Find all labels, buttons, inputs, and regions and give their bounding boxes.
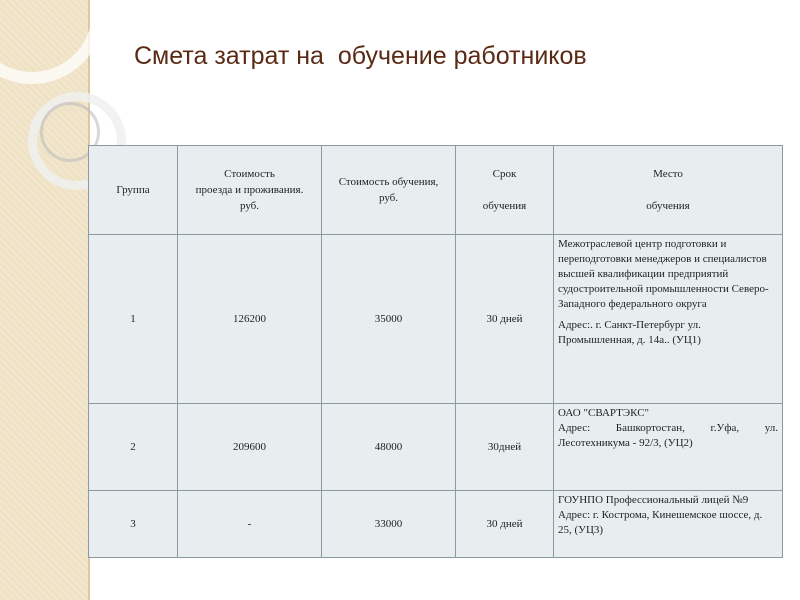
cell-training-cost: 35000 xyxy=(322,235,456,404)
place-address: Адрес: Башкортостан, г.Уфа, ул. Лесотехникума - 92/3, (УЦ2) xyxy=(558,422,778,449)
cell-travel-cost: - xyxy=(178,491,322,558)
cell-term: 30дней xyxy=(456,404,554,491)
table-row xyxy=(89,491,783,558)
cell-training-cost: 33000 xyxy=(322,491,456,558)
header-term: Срок обучения xyxy=(456,146,554,235)
cell-place xyxy=(554,404,783,491)
place-name: Межотраслевой центр подготовки и переподготовки менеджеров и специалистов высшей квалификации предприятий судостроительной промышленности Северо-Западного федерального округа xyxy=(558,238,769,310)
cell-travel-cost: 209600 xyxy=(178,404,322,491)
cell-place xyxy=(554,491,783,558)
place-address: Адрес:. г. Санкт-Петербург ул. Промышленная, д. 14а.. (УЦ1) xyxy=(558,319,701,346)
header-training-cost: Стоимость обучения, руб. xyxy=(322,146,456,235)
header-travel-cost: Стоимость проезда и проживания. руб. xyxy=(178,146,322,235)
header-group: Группа xyxy=(89,146,178,235)
cell-training-cost: 48000 xyxy=(322,404,456,491)
table-row xyxy=(89,404,783,491)
cell-term: 30 дней xyxy=(456,491,554,558)
cell-travel-cost: 126200 xyxy=(178,235,322,404)
place-name: ГОУНПО Профессиональный лицей №9 xyxy=(558,494,749,506)
cell-place xyxy=(554,235,783,404)
table-header-row xyxy=(89,146,783,235)
header-place: Место обучения xyxy=(554,146,783,235)
cell-group: 2 xyxy=(89,404,178,491)
cell-group: 3 xyxy=(89,491,178,558)
cost-table xyxy=(88,145,783,558)
decorative-side-strip xyxy=(0,0,88,600)
slide-title: Смета затрат на обучение работников xyxy=(134,42,587,70)
table-row xyxy=(89,235,783,404)
place-address: Адрес: г. Кострома, Кинешемское шоссе, д. 25, (УЦ3) xyxy=(558,509,763,536)
place-name: ОАО "СВАРТЭКС" xyxy=(558,407,650,419)
cell-group: 1 xyxy=(89,235,178,404)
cell-term: 30 дней xyxy=(456,235,554,404)
